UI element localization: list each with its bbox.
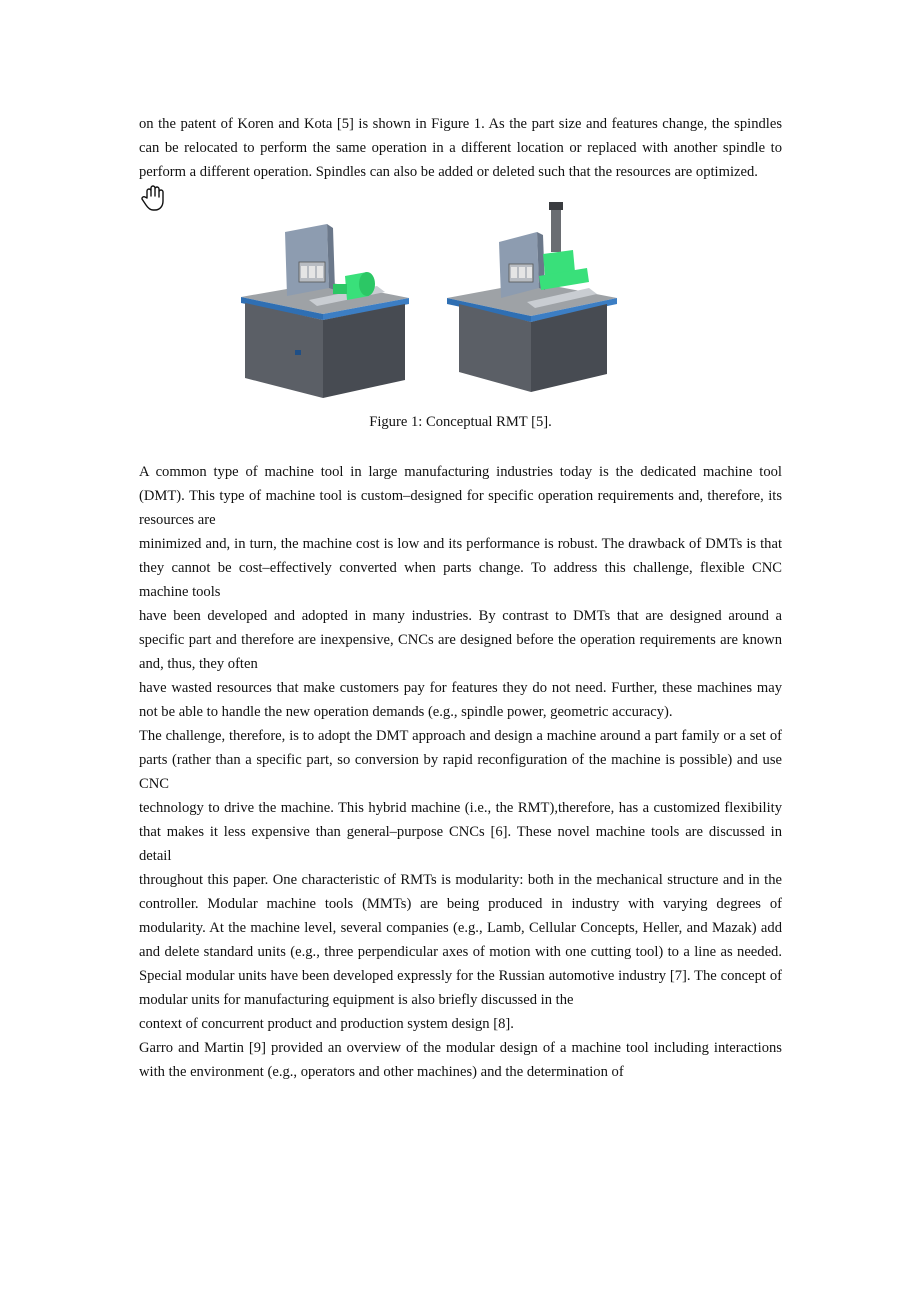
figure-caption: Figure 1: Conceptual RMT [5]. <box>369 414 552 430</box>
rmt-right <box>447 202 617 392</box>
body-paragraph: have been developed and adopted in many industries. By contrast to DMTs that are designed around a specific part and therefore are inexpensive, CNCs are designed before the operation requirements are known and, thus, they often <box>139 608 782 672</box>
rmt-illustration <box>139 184 782 410</box>
body-paragraph: have wasted resources that make customers pay for features they do not need. Further, these machines may not be able to handle the new operation demands (e.g., spindle power, geometric accuracy). <box>139 680 782 720</box>
rmt-left <box>241 224 409 398</box>
body-paragraph: context of concurrent product and production system design [8]. <box>139 1016 514 1032</box>
document-page <box>139 112 782 1084</box>
body-paragraph: minimized and, in turn, the machine cost is low and its performance is robust. The drawback of DMTs is that they cannot be cost–effectively converted when parts change. To address this challenge, flexible CNC machine tools <box>139 536 782 600</box>
intro-paragraph: on the patent of Koren and Kota [5] is shown in Figure 1. As the part size and features change, the spindles can be relocated to perform the same operation in a different location or replaced with another spindle to perform a different operation. Spindles can also be added or deleted such that the resources are optimized. <box>139 116 782 180</box>
figure-1 <box>139 184 782 410</box>
body-paragraph: Garro and Martin [9] provided an overview of the modular design of a machine tool including interactions with the environment (e.g., operators and other machines) and the determination of <box>139 1040 782 1080</box>
body-paragraph: A common type of machine tool in large manufacturing industries today is the dedicated machine tool (DMT). This type of machine tool is custom–designed for specific operation requirements and, therefore, its resources are <box>139 464 782 528</box>
body-paragraph: The challenge, therefore, is to adopt the DMT approach and design a machine around a part family or a set of parts (rather than a specific part, so conversion by rapid reconfiguration of the machine is possible) and use CNC <box>139 728 782 792</box>
body-paragraph: technology to drive the machine. This hybrid machine (i.e., the RMT),therefore, has a customized flexibility that makes it less expensive than general–purpose CNCs [6]. These novel machine tools are discussed in detail <box>139 800 782 864</box>
body-paragraph: throughout this paper. One characteristic of RMTs is modularity: both in the mechanical structure and in the controller. Modular machine tools (MMTs) are being produced in industry with varying degrees of modularity. At the machine level, several companies (e.g., Lamb, Cellular Concepts, Heller, and Mazak) add and delete standard units (e.g., three perpendicular axes of motion with one cutting tool) to a line as needed. Special modular units have been developed expressly for the Russian automotive industry [7]. The concept of modular units for manufacturing equipment is also briefly discussed in the <box>139 872 782 1008</box>
